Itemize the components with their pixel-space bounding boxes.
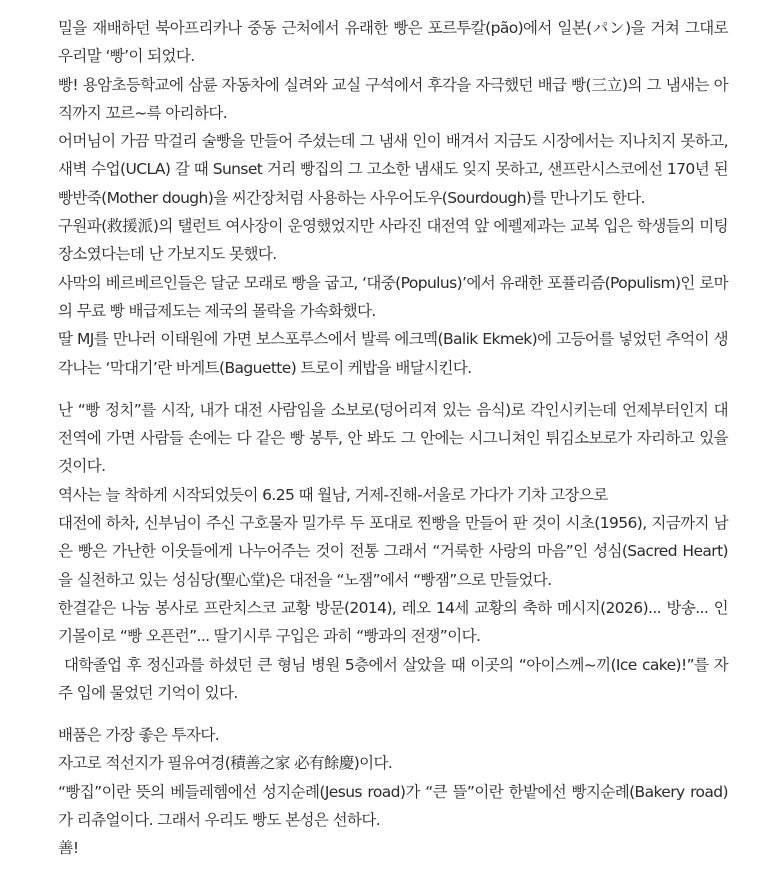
paragraph: 한결같은 나눔 봉사로 프란치스코 교황 방문(2014), 레오 14세 교황의 축하 메시지(2026)... 방송... 인기몰이로 “빵 오픈런”... 딸기시루 구입은 과히 “빵과의 전쟁”이다. [58, 598, 728, 646]
paragraph: 어머님이 가끔 막걸리 술빵을 만들어 주셨는데 그 냄새 인이 배겨서 지금도 시장에서는 지나치지 못하고, 새벽 수업(UCLA) 갈 때 Sunset 거리 빵집의 그 고소한 냄새도 잊지 못하고, 샌프란시스코에선 170년 된 빵반죽(Mother dough)을 씨간장처럼 사용하는 사우어도우(Sourdough)를 만나기도 한다. [58, 132, 728, 207]
section-bread-origins [58, 14, 728, 382]
paragraph: 딸 MJ를 만나러 이태원에 가면 보스포루스에서 발륵 에크멕(Balik Ekmek)에 고등어를 넣었던 추억이 생각나는 ‘막대기’란 바게트(Baguette) 트로이 케밥을 배달시킨다. [58, 330, 728, 377]
paragraph: 사막의 베르베르인들은 달군 모래로 빵을 굽고, ‘대중(Populus)’에서 유래한 포퓰리즘(Populism)인 로마의 무료 빵 배급제도는 제국의 몰락을 가속화했다. [58, 273, 728, 320]
paragraph: 자고로 적선지가 필유여경(積善之家 必有餘慶)이다. [58, 754, 393, 773]
paragraph: 善! [58, 839, 79, 858]
paragraph: 역사는 늘 착하게 시작되었듯이 6.25 때 월남, 거제-진해-서울로 가다가 기차 고장으로 [58, 485, 608, 504]
section-conclusion [58, 721, 728, 862]
paragraph: 빵! 용암초등학교에 삼륜 자동차에 실려와 교실 구석에서 후각을 자극했던 배급 빵(三立)의 그 냄새는 아직까지 꼬르~륵 아리하다. [58, 75, 728, 122]
paragraph: 대학졸업 후 정신과를 하셨던 큰 형님 병원 5층에서 살았을 때 이곳의 “아이스께~끼(Ice cake)!”를 자주 입에 물었던 기억이 있다. [58, 655, 728, 702]
paragraph: “빵집”이란 뜻의 베들레헴에선 성지순례(Jesus road)가 “큰 뜰”이란 한밭에선 빵지순례(Bakery road)가 리츄얼이다. 그래서 우리도 빵도 본성은 선하다. [58, 782, 728, 830]
section-divider [58, 707, 728, 721]
paragraph: 밀을 재배하던 북아프리카나 중동 근처에서 유래한 빵은 포르투칼(pão)에서 일본(パン)을 거쳐 그대로 우리말 ‘빵’이 되었다. [58, 19, 728, 66]
paragraph: 구원파(救援派)의 탤런트 여사장이 운영했었지만 사라진 대전역 앞 에펠제과는 교복 입은 학생들의 미팅 장소였다는데 난 가보지도 못했다. [58, 217, 728, 264]
paragraph: 난 “빵 정치”를 시작, 내가 대전 사람임을 소보로(덩어리져 있는 음식)로 각인시키는데 언제부터인지 대전역에 가면 사람들 손에는 다 같은 빵 봉투, 안 봐도 그 안에는 시그니쳐인 튀김소보로가 자리하고 있을 것이다. [58, 400, 728, 476]
paragraph: 대전에 하차, 신부님이 주신 구호물자 밀가루 두 포대로 찐빵을 만들어 판 것이 시초(1956), 지금까지 남은 빵은 가난한 이웃들에게 나누어주는 것이 전통 그래서 “거룩한 사랑의 마음”인 성심(Sacred Heart)을 실천하고 있는 성심당(聖心堂)은 대전을 “노잼”에서 “빵잼”으로 만들었다. [58, 514, 728, 589]
section-bread-politics [58, 396, 728, 707]
section-divider [58, 382, 728, 396]
paragraph: 배품은 가장 좋은 투자다. [58, 726, 220, 745]
document-body [58, 14, 728, 863]
